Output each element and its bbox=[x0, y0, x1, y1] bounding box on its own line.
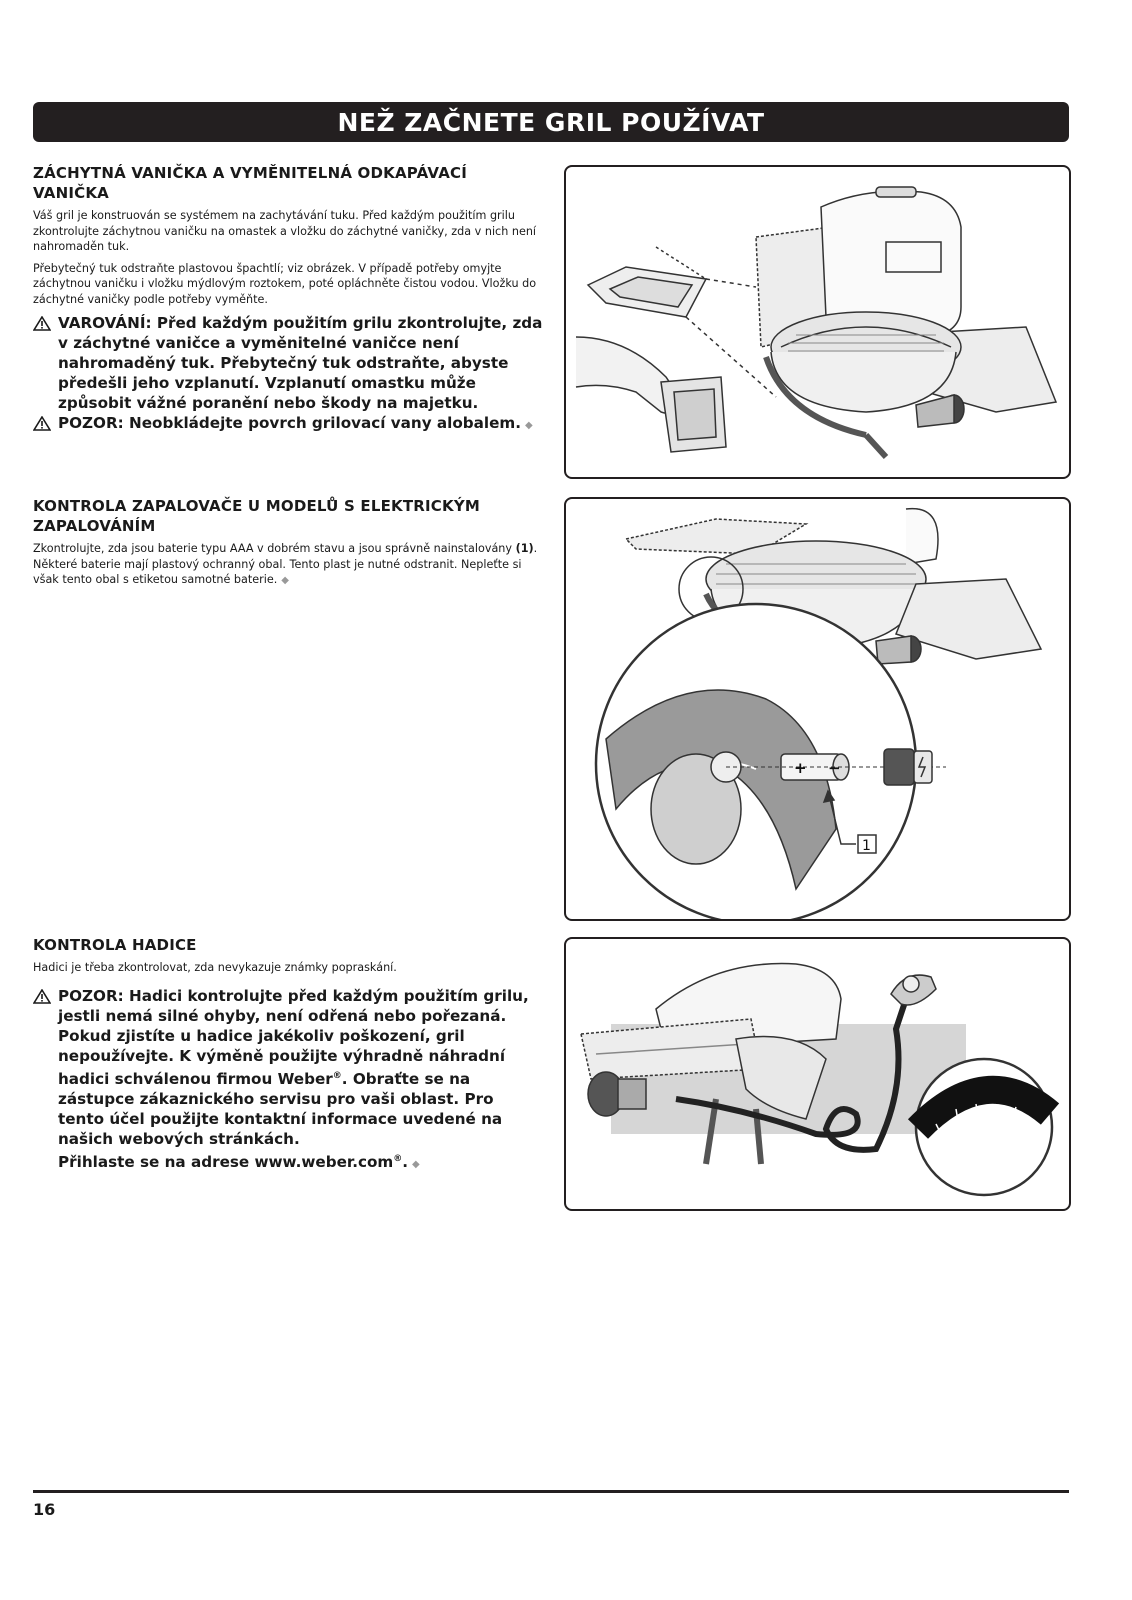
page-title: NEŽ ZAČNETE GRIL POUŽÍVAT bbox=[337, 107, 765, 137]
section-igniter bbox=[33, 496, 543, 595]
registered-mark: ® bbox=[332, 1070, 342, 1081]
paragraph: Hadici je třeba zkontrolovat, zda nevykazuje známky popraskání. bbox=[33, 961, 397, 974]
section-heading: KONTROLA HADICE bbox=[33, 936, 197, 954]
grill-drip-tray-illustration bbox=[566, 167, 1069, 477]
registered-mark: ® bbox=[393, 1153, 403, 1164]
warning-triangle-icon bbox=[33, 316, 51, 331]
paragraph: Přebytečný tuk odstraňte plastovou špachtlí; viz obrázek. V případě potřeby omyjte záchytnou vaničku i vložku mýdlovým roztokem, poté opláchněte čistou vodou. Vložku do záchytné vaničky podle potřeby vyměňte. bbox=[33, 261, 537, 306]
caution-text: . bbox=[402, 1152, 409, 1171]
footer-rule bbox=[33, 1490, 1069, 1493]
caution-notice bbox=[33, 413, 543, 436]
paragraph-text: Zkontrolujte, zda jsou baterie typu AAA v dobrém stavu a jsou správně nainstalovány bbox=[33, 542, 516, 555]
section-hose bbox=[33, 935, 543, 1175]
warning-triangle-icon bbox=[33, 989, 51, 1004]
igniter-battery-illustration bbox=[566, 499, 1069, 919]
section-heading: ZÁCHYTNÁ VANIČKA A VYMĚNITELNÁ ODKAPÁVACÍ VANIČKA bbox=[33, 164, 467, 202]
grill-hose-illustration bbox=[566, 939, 1069, 1209]
battery-plus-label: + bbox=[794, 759, 807, 777]
website-text: Přihlaste se na adrese www.weber.com bbox=[58, 1152, 394, 1171]
callout-number: 1 bbox=[862, 838, 871, 854]
caution-text: . Obraťte se na zástupce zákaznického servisu pro vaši oblast. Pro tento účel použijte kontaktní informace uvedené na našich webových stránkách. bbox=[58, 1069, 503, 1148]
section-heading: KONTROLA ZAPALOVAČE U MODELŮ S ELEKTRICKÝM ZAPALOVÁNÍM bbox=[33, 497, 481, 535]
figure-igniter bbox=[564, 497, 1071, 921]
warning-triangle-icon bbox=[33, 416, 51, 431]
page-title-bar bbox=[33, 102, 1069, 142]
caution-notice bbox=[33, 986, 543, 1175]
paragraph bbox=[33, 541, 543, 589]
paragraph-text: . Některé baterie mají plastový ochranný obal. Tento plast je nutné odstranit. Nepleťte si však tento obal s etiketou samotné baterie. bbox=[33, 542, 538, 586]
figure-hose bbox=[564, 937, 1071, 1211]
page-number: 16 bbox=[33, 1500, 56, 1519]
warning-text: VAROVÁNÍ: Před každým použitím grilu zkontrolujte, zda v záchytné vaničce a vyměnitelné vaničce není nahromaděný tuk. Přebytečný tuk odstraňte, abyste předešli jeho vzplanutí. Vzplanutí omastku může způsobit vážné poranění nebo škody na majetku. bbox=[58, 314, 543, 412]
callout-reference: (1) bbox=[515, 542, 534, 555]
end-mark-icon: ◆ bbox=[525, 420, 533, 431]
end-mark-icon: ◆ bbox=[412, 1158, 420, 1170]
warning-notice bbox=[33, 313, 543, 413]
paragraph: Váš gril je konstruován se systémem na zachytávání tuku. Před každým použitím grilu zkontrolujte záchytnou vaničku na omastek a vložku do záchytné vaničky, zda v nich není nahromaděn tuk. bbox=[33, 209, 537, 253]
caution-text: POZOR: Hadici kontrolujte před každým použitím grilu, jestli nemá silné ohyby, není odřená nebo pořezaná. Pokud zjistíte u hadice jakékoliv poškození, gril nepoužívejte. K výměně použijte výhradně náhradní hadici schválenou firmou Weber bbox=[58, 986, 529, 1088]
battery-minus-label: − bbox=[828, 759, 841, 777]
caution-text: POZOR: Neobkládejte povrch grilovací vany alobalem. bbox=[58, 414, 522, 432]
figure-drip-tray bbox=[564, 165, 1071, 479]
end-mark-icon: ◆ bbox=[281, 575, 289, 586]
section-drip-tray bbox=[33, 163, 543, 436]
